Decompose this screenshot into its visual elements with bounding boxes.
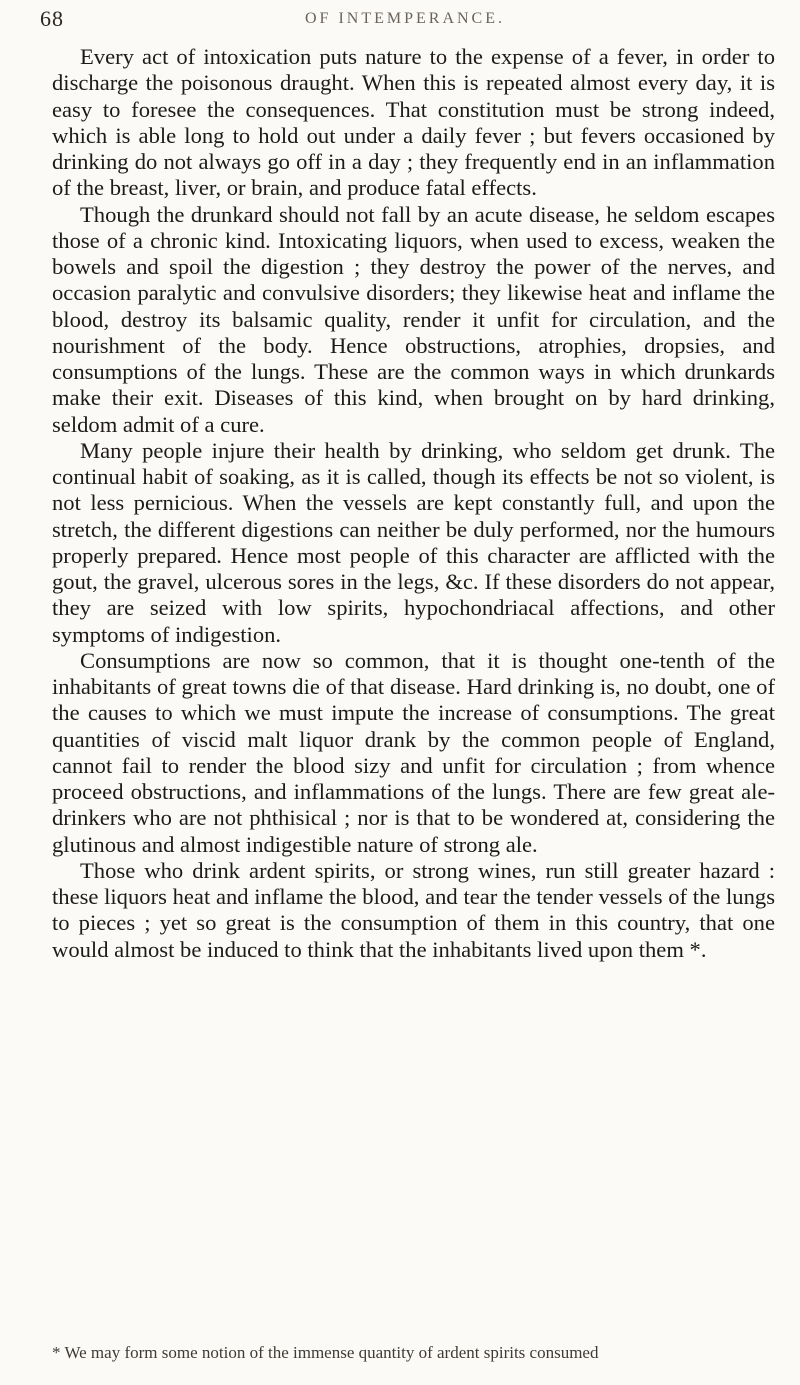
footnote: * We may form some notion of the immense quantity of ardent spirits consumed [52, 1343, 599, 1362]
running-head: OF INTEMPERANCE. [304, 10, 505, 27]
paragraph: Though the drunkard should not fall by an acute disease, he seldom escapes those of a chronic kind. Intoxicating liquors, when used to excess, weaken the bowels and spoil the digestion ; they destroy the power of the nerves, and occasion paralytic and convulsive disorders; they likewise heat and inflame the blood, destroy its balsamic quality, render it unfit for circulation, and the nourishment of the body. Hence obstructions, atrophies, dropsies, and consumptions of the lungs. These are the common ways in which drunkards make their exit. Diseases of this kind, when brought on by hard drinking, seldom admit of a cure. [52, 201, 775, 437]
paragraph: Every act of intoxication puts nature to the expense of a fever, in order to discharge the poisonous draught. When this is repeated almost every day, it is easy to foresee the consequences. That constitution must be strong indeed, which is able long to hold out under a daily fever ; but fevers occasioned by drinking do not always go off in a day ; they frequently end in an inflammation of the breast, liver, or brain, and produce fatal effects. [52, 44, 775, 201]
paragraph: Many people injure their health by drinking, who seldom get drunk. The continual habit of soaking, as it is called, though its effects be not so violent, is not less pernicious. When the vessels are kept constantly full, and upon the stretch, the different digestions can neither be duly performed, nor the humours properly prepared. Hence most people of this character are afflicted with the gout, the gravel, ulcerous sores in the legs, &c. If these disorders do not appear, they are seized with low spirits, hypochondriacal affections, and other symptoms of indigestion. [52, 437, 775, 647]
paragraph: Consumptions are now so common, that it is thought one-tenth of the inhabitants of great towns die of that disease. Hard drinking is, no doubt, one of the causes to which we must impute the increase of consumptions. The great quantities of viscid malt liquor drank by the common people of England, cannot fail to render the blood sizy and unfit for circulation ; from whence proceed obstructions, and inflammations of the lungs. There are few great ale-drinkers who are not phthisical ; nor is that to be wondered at, considering the glutinous and almost indigestible nature of strong ale. [52, 647, 775, 857]
paragraph: Those who drink ardent spirits, or strong wines, run still greater hazard : these liquors heat and inflame the blood, and tear the tender vessels of the lungs to pieces ; yet so great is the consumption of them in this country, that one would almost be induced to think that the inhabitants lived upon them *. [52, 857, 775, 962]
page-header [40, 6, 770, 36]
body-text [52, 44, 775, 963]
page-number: 68 [40, 6, 64, 31]
